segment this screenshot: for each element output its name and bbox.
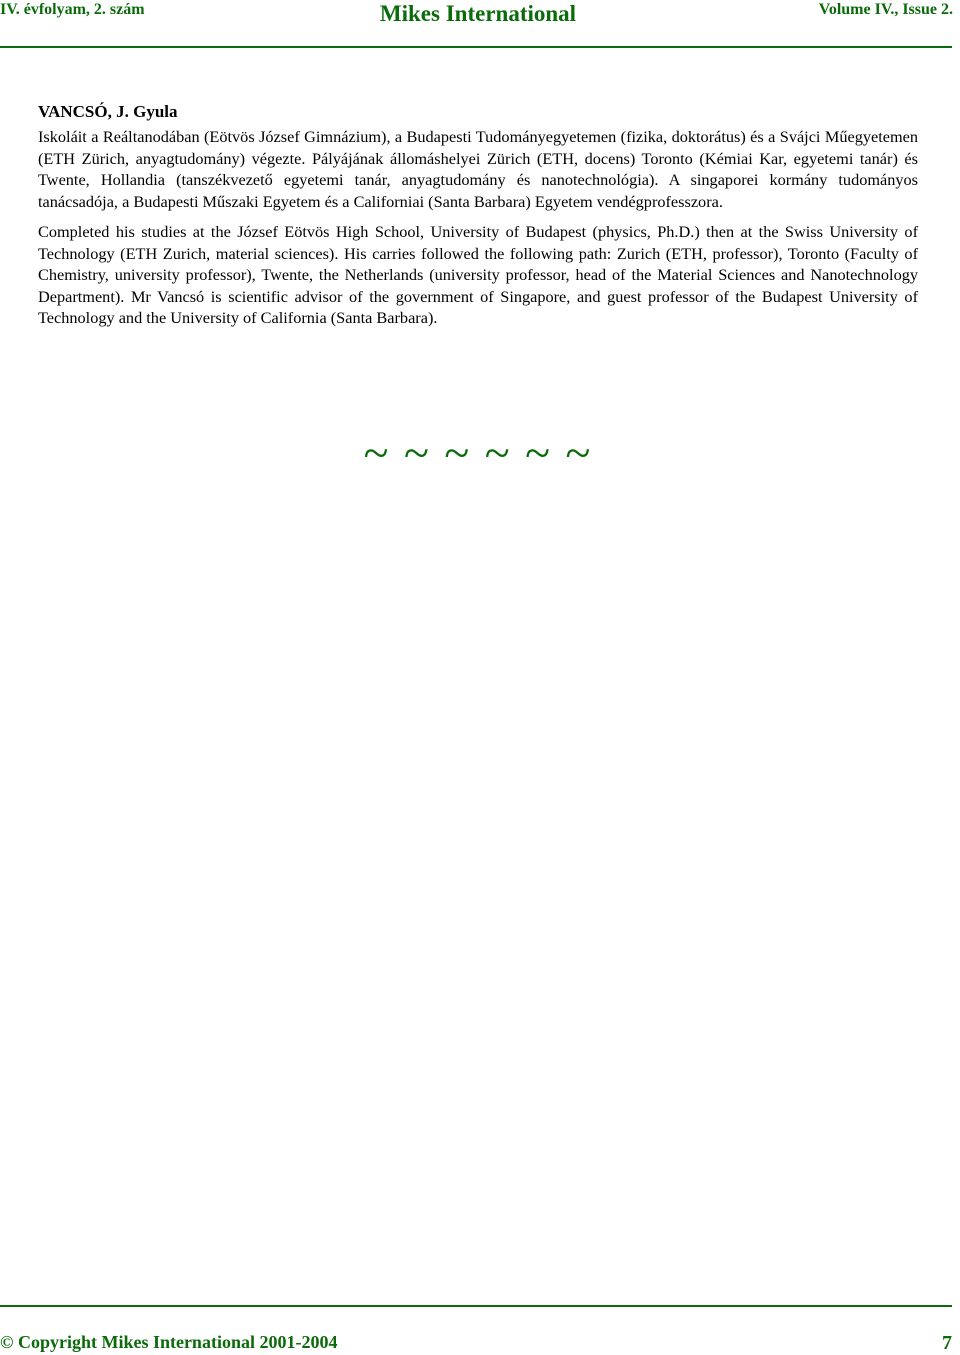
header-divider (0, 46, 952, 48)
issue-label-english: Volume IV., Issue 2. (818, 1, 953, 18)
author-name: VANCSÓ, J. Gyula (38, 102, 178, 121)
publication-title: Mikes International (379, 1, 577, 26)
article-body (38, 100, 918, 338)
page-number: 7 (942, 1332, 952, 1354)
section-separator: ~ ~ ~ ~ ~ ~ (363, 427, 593, 478)
issue-label-hungarian: IV. évfolyam, 2. szám (0, 1, 145, 18)
copyright-notice: © Copyright Mikes International 2001-2004 (0, 1332, 338, 1352)
bio-paragraph-hungarian: Iskoláit a Reáltanodában (Eötvös József Gimnázium), a Budapesti Tudományegyetemen (fizika, doktorátus) és a Svájci Műegyetemen (ETH Zürich, anyagtudomány) végezte. Pályájának állomáshelyei Zürich (ETH, docens) Toronto (Kémiai Kar, egyetemi tanár) és Twente, Hollandia (tanszékvezető egyetemi tanár, anyagtudomány és nanotechnológia). A singaporei kormány tudományos tanácsadója, a Budapesti Műszaki Egyetem és a Californiai (Santa Barbara) Egyetem vendégprofesszora. (38, 127, 918, 211)
bio-paragraph-english: Completed his studies at the József Eötvös High School, University of Budapest (physics, Ph.D.) then at the Swiss University of Technology (ETH Zurich, material sciences). His carries followed the following path: Zurich (ETH, professor), Toronto (Faculty of Chemistry, university professor), Twente, the Netherlands (university professor, head of the Material Sciences and Nanotechnology Department). Mr Vancsó is scientific advisor of the government of Singapore, and guest professor of the Budapest University of Technology and the University of California (Santa Barbara). (38, 222, 918, 327)
footer-divider (0, 1305, 952, 1307)
page-header (0, 0, 960, 50)
